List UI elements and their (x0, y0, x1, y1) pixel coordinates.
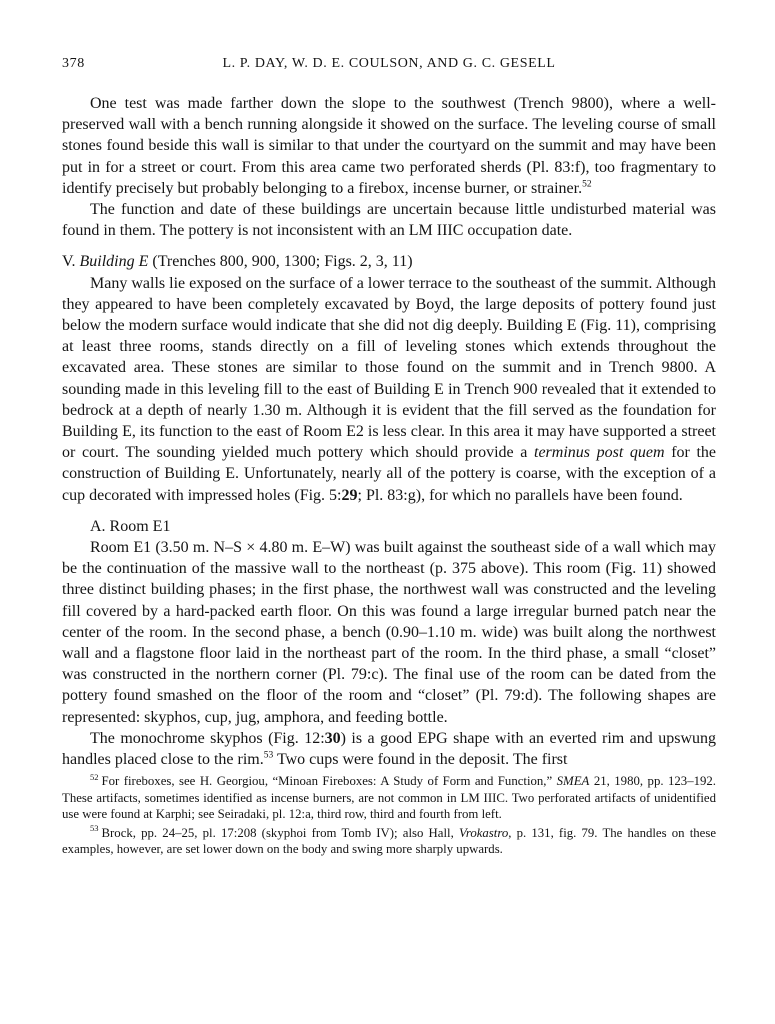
paragraph-text: ; Pl. 83:g), for which no parallels have been found. (357, 486, 683, 504)
footnotes (62, 773, 716, 857)
page (62, 56, 716, 859)
figure-number-29: 29 (341, 486, 358, 504)
footnote-number: 52 (90, 772, 99, 783)
section-references: (Trenches 800, 900, 1300; Figs. 2, 3, 11) (152, 253, 413, 271)
page-number: 378 (62, 56, 85, 71)
section-gap (62, 241, 716, 251)
subsection-heading-room-e1: A. Room E1 (90, 517, 171, 535)
footnote-text: 21, 1980, pp. 123–192. These artifacts, sometimes identified as incense burners, are not common in LM IIIC. Two perforated artifacts of unidentified use were found at Karphi; see Seiradaki, pl. 12:a, third row, third and fourth from left. (62, 774, 716, 822)
latin-term: terminus post quem (534, 444, 665, 462)
paragraph-text: Two cups were found in the deposit. The first (276, 751, 568, 769)
paragraph-function-date: The function and date of these buildings are uncertain because little undisturbed material was found in them. The pottery is not inconsistent with an LM IIIC occupation date. (62, 201, 716, 240)
paragraph-text: for the construction of Building E. Unfortunately, nearly all of the pottery is coarse, with the exception of a cup decorated with impressed holes (Fig. 5: (62, 444, 717, 504)
section-title: Building E (79, 253, 149, 271)
body-text (62, 93, 716, 770)
paragraph-text: The monochrome skyphos (Fig. 12: (90, 729, 325, 747)
footnote-text: For fireboxes, see H. Georgiou, “Minoan Fireboxes: A Study of Form and Function,” (101, 774, 553, 789)
paragraph-text: One test was made farther down the slope to the southwest (Trench 9800), where a well-preserved wall with a bench running alongside it showed on the surface. The leveling course of small stones found beside this wall is similar to that under the courtyard on the summit and may have been put in for a street or court. From this area came two perforated sherds (Pl. 83:f), too fragmentary to identify precisely but probably belonging to a firebox, incense burner, or strainer. (62, 95, 716, 197)
running-head (62, 56, 716, 78)
footnote-ref-53[interactable]: 53 (263, 750, 274, 761)
section-number: V. (62, 253, 76, 271)
paragraph-building-e (62, 273, 716, 506)
footnote-53 (62, 825, 716, 858)
footnote-ref-52[interactable]: 52 (582, 179, 592, 190)
paragraph-room-e1: Room E1 (3.50 m. N–S × 4.80 m. E–W) was built against the southeast side of a wall which may be the continuation of the massive wall to the northeast (p. 375 above). This room (Fig. 11) showed three distinct building phases; in the first phase, the northwest wall was constructed and the leveling fill covered by a hard-packed earth floor. On this was found a large irregular burned patch near the center of the room. In the second phase, a bench (0.90–1.10 m. wide) was built along the northwest wall and a flagstone floor laid in the northeast part of the room. In the third phase, a small “closet” was constructed in the northern corner (Pl. 79:c). The final use of the room can be dated from the pottery found smashed on the floor of the room and “closet” (Pl. 79:d). The following shapes are represented: skyphos, cup, jug, amphora, and feeding bottle. (62, 539, 716, 726)
figure-number-30: 30 (324, 729, 341, 747)
paragraph-text: Many walls lie exposed on the surface of a lower terrace to the southeast of the summit. Although they appeared to have been completely excavated by Boyd, the large deposits of pottery found just below the modern surface would indicate that she did not dig deeply. Building E (Fig. 11), comprising at least three rooms, stands directly on a fill of leveling stones which extends throughout the excavated area. These stones are similar to those found on the summit and in Trench 9800. A sounding made in this leveling fill to the east of Building E in Trench 900 revealed that it extended to bedrock at a depth of nearly 1.30 m. Although it is evident that the fill served as the foundation for Building E, its function to the east of Room E2 is less clear. In this area it may have supported a street or court. The sounding yielded much pottery which should provide a (62, 274, 716, 462)
footnote-52 (62, 773, 716, 822)
journal-title: SMEA (556, 774, 590, 789)
running-title-authors: L. P. DAY, W. D. E. COULSON, AND G. C. GESELL (222, 56, 556, 71)
paragraph-text: ) is a good EPG shape with an everted rim and upswung handles placed close to the rim. (62, 729, 716, 769)
book-title: Vrokastro (458, 825, 509, 840)
paragraph-trench-9800 (62, 93, 716, 199)
paragraph-skyphos (62, 728, 716, 770)
footnote-number: 53 (90, 823, 99, 834)
footnote-text: Brock, pp. 24–25, pl. 17:208 (skyphoi from Tomb IV); also Hall, (101, 825, 454, 840)
section-heading-building-e (62, 251, 716, 272)
section-gap (62, 506, 716, 516)
footnote-text: , p. 131, fig. 79. The handles on these examples, however, are set lower down on the body and swing more sharply upwards. (62, 825, 717, 856)
